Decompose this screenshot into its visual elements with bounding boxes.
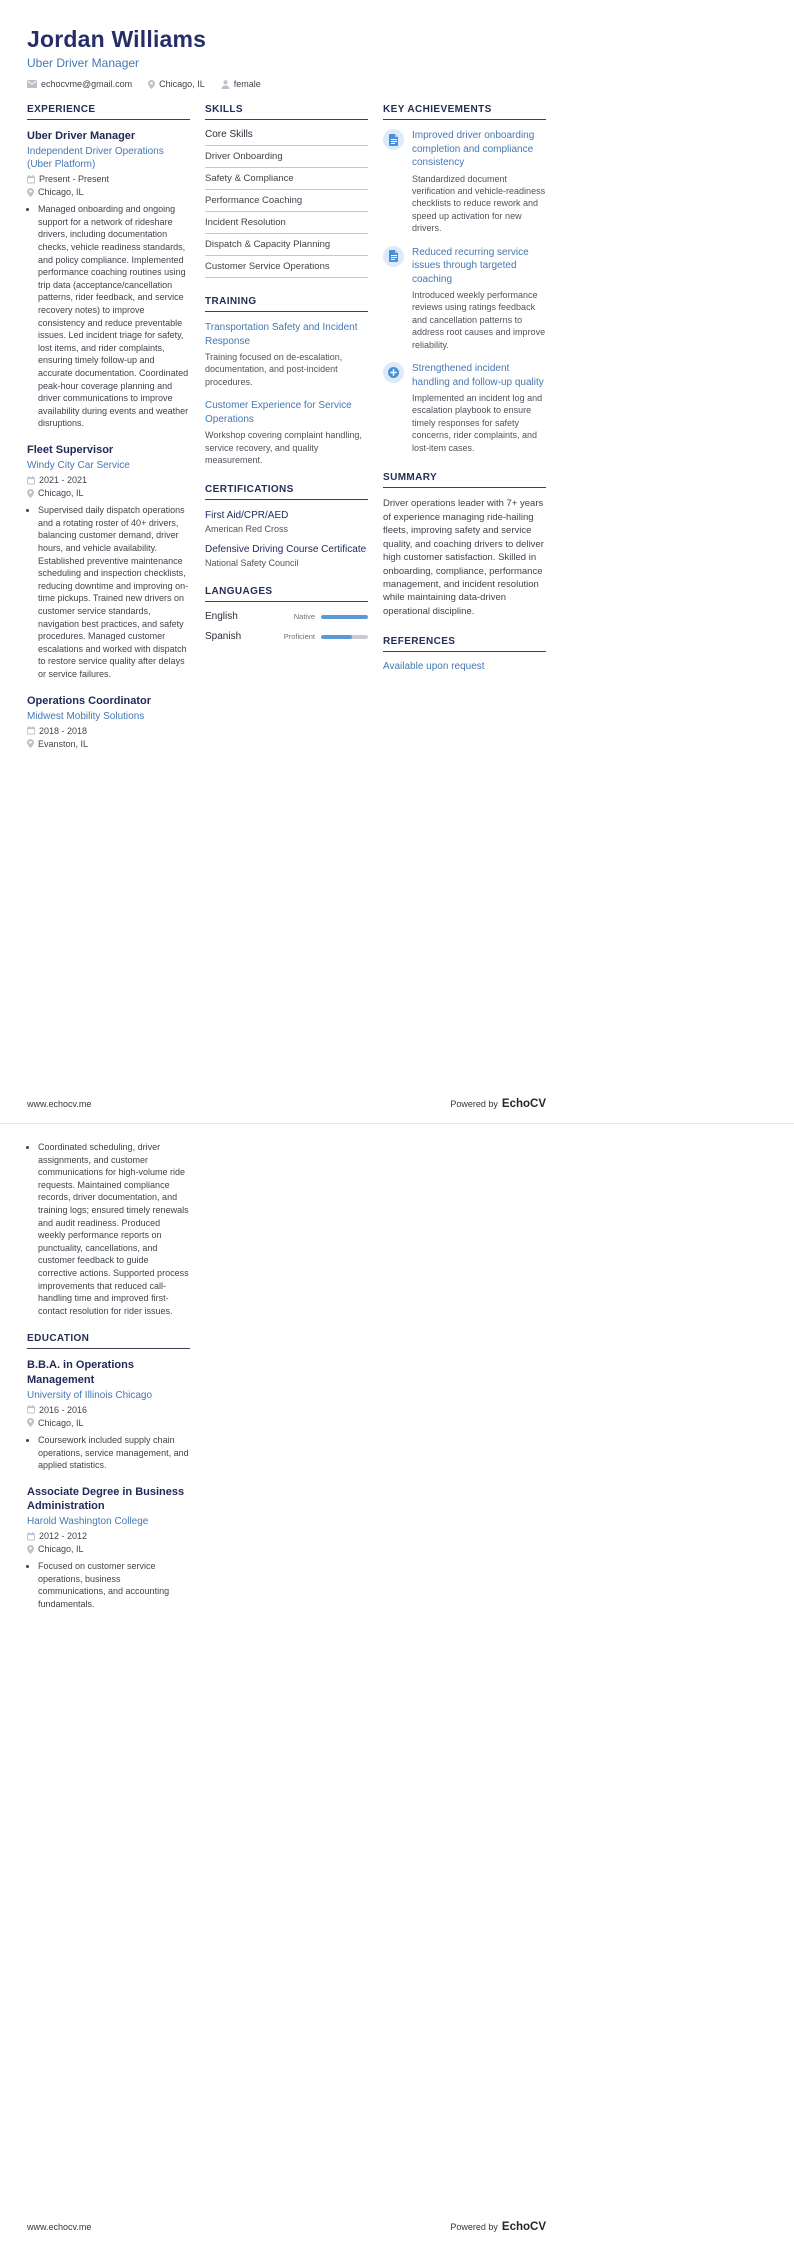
job-bullet: • Coordinated scheduling, driver assignments, and customer communications for high-volume ride requests. Maintained compliance records, driver documentation, and training logs; ensured timely renewals and audit readiness. Produced weekly performance reports on punctuality, cancellations, and customer feedback to guide corrective actions. Supported process improvements that reduced call-handling time and improved first-contact resolution for rider issues. [38,1141,190,1317]
achievement-body [412,246,546,352]
certification-item [205,543,368,568]
training-description: Workshop covering complaint handling, service recovery, and quality measurement. [205,430,362,466]
achievement-title: Reduced recurring service issues through targeted coaching [412,246,529,285]
skill-item: Incident Resolution [205,212,368,234]
job-bullet: • Supervised daily dispatch operations and a rotating roster of 40+ drivers, balancing customer demand, driver hours, and vehicle availability. Established preventive maintenance scheduling and inspection checklists, reducing downtime and improving on-time pickups. Trained new drivers on customer service standards, navigation best practices, and safety procedures. Managed customer escalations and worked with dispatch to restore service quality after delays or service failures. [38,504,190,680]
powered-by [450,1098,546,1110]
powered-by-label: Powered by [450,1099,498,1109]
job-dates: Present - Present [39,174,110,185]
training-title: Transportation Safety and Incident Response [205,322,358,347]
calendar-icon [27,1405,35,1414]
contact-gender-item [221,79,261,89]
columns-page-2 [27,1141,794,1629]
left-column [27,104,190,767]
summary-heading: SUMMARY [383,472,546,488]
references-text: Available upon request [383,661,485,673]
job-dates: 2018 - 2018 [39,725,88,736]
job-location-row [27,488,190,498]
language-row [205,611,368,622]
certification-title: First Aid/CPR/AED [205,510,289,522]
job-bullets-continued [27,1141,190,1317]
experience-section [27,104,190,749]
languages-section [205,586,368,642]
achievement-title: Improved driver onboarding completion and compliance consistency [412,130,535,168]
job-title: Operations Coordinator [27,694,152,707]
education-dates-row [27,1531,190,1541]
education-location: Chicago, IL [38,1417,84,1428]
powered-by-label: Powered by [450,2222,498,2232]
achievement-item [383,246,546,352]
document-icon [383,129,404,150]
key-achievements-section [383,104,546,454]
key-achievements-heading: KEY ACHIEVEMENTS [383,104,546,120]
education-location: Chicago, IL [38,1544,84,1555]
job-bullets [27,504,190,680]
right-column [383,104,546,690]
resume-page-2 [0,1123,794,2246]
language-row [205,631,368,642]
certification-issuer: National Safety Council [205,558,299,569]
summary-section [383,472,546,618]
echocv-brand: EchoCV [501,2221,546,2233]
training-heading: TRAINING [205,296,368,312]
training-item [205,399,368,466]
job-location: Chicago, IL [38,488,84,499]
skill-item: Performance Coaching [205,190,368,212]
page-footer [27,2221,546,2233]
job-dates: 2021 - 2021 [39,475,88,486]
education-entry [27,1485,190,1611]
contact-email-item [27,79,132,89]
person-name: Jordan Williams [27,26,207,52]
contact-location-item [148,79,205,89]
experience-entry [27,694,190,749]
calendar-icon [27,1532,35,1541]
language-proficiency-fill [321,635,352,639]
degree-title: Associate Degree in Business Administration [27,1485,185,1512]
job-location: Chicago, IL [38,187,84,198]
job-bullets [27,203,190,430]
job-company: Windy City Car Service [27,460,130,472]
education-location-row [27,1544,190,1554]
achievement-description: Implemented an incident log and escalation playbook to ensure timely responses for safety concerns, rider complaints, and lost-item cases. [412,393,543,453]
language-proficiency-bar [321,615,368,619]
footer-site-link[interactable]: www.echocv.me [27,1099,92,1109]
education-bullet: • Coursework included supply chain operations, service management, and applied statistics. [38,1434,190,1472]
location-pin-icon [27,739,34,748]
certifications-section [205,484,368,568]
achievement-description: Standardized document verification and vehicle-readiness checklists to reduce rework and speed up activation for new drivers. [412,173,546,234]
contact-location: Chicago, IL [159,79,205,89]
location-pin-icon [27,489,34,498]
contact-row [27,79,794,89]
plus-circle-icon [383,362,404,383]
job-dates-row [27,726,190,736]
job-location-row [27,739,190,749]
contact-email: echocvme@gmail.com [41,79,133,89]
degree-title: B.B.A. in Operations Management [27,1359,134,1386]
certification-item [205,509,368,534]
experience-heading: EXPERIENCE [27,104,190,120]
certification-issuer: American Red Cross [205,524,289,535]
calendar-icon [27,476,35,485]
education-dates-row [27,1405,190,1415]
achievement-body [412,129,546,235]
education-entry [27,1358,190,1471]
job-dates-row [27,475,190,485]
school-name: Harold Washington College [27,1516,149,1528]
location-pin-icon [148,80,155,89]
skills-heading: SKILLS [205,104,368,120]
achievement-title: Strengthened incident handling and follow-up quality [412,363,544,388]
job-company: Independent Driver Operations (Uber Platform) [27,146,164,171]
contact-gender: female [233,79,261,89]
language-level-group [294,612,368,621]
references-heading: REFERENCES [383,636,546,652]
calendar-icon [27,175,35,184]
language-level-label: Native [293,612,315,622]
job-title: Uber Driver Manager [27,130,136,142]
education-heading: EDUCATION [27,1333,190,1349]
education-dates: 2016 - 2016 [39,1404,88,1415]
echocv-brand: EchoCV [501,1098,546,1110]
job-location: Evanston, IL [38,738,89,749]
summary-text: Driver operations leader with 7+ years of experience managing ride-hailing fleets, improving safety and service quality, and coaching drivers to deliver high customer satisfaction. Skilled in onboarding, compliance, performance management, and incident resolution while maintaining data-driven operational discipline. [383,498,544,617]
skill-item: Safety & Compliance [205,168,368,190]
certifications-heading: CERTIFICATIONS [205,484,368,500]
achievement-item [383,362,546,454]
training-description: Training focused on de-escalation, documentation, and post-incident procedures. [205,352,343,387]
middle-column [205,104,368,660]
education-bullets [27,1434,190,1472]
location-pin-icon [27,1418,34,1427]
skill-item: Dispatch & Capacity Planning [205,234,368,256]
powered-by [450,2221,546,2233]
education-section [27,1333,190,1610]
skill-group-title: Core Skills [205,129,368,146]
training-title: Customer Experience for Service Operations [205,400,352,425]
references-section [383,636,546,672]
skill-item: Customer Service Operations [205,256,368,278]
resume-header [27,26,794,89]
achievement-description: Introduced weekly performance reviews using ratings feedback and cancellation patterns to address root causes and improve reliability. [412,290,546,350]
job-location-row [27,187,190,197]
columns-page-1 [27,104,794,767]
school-name: University of Illinois Chicago [27,1389,153,1401]
education-bullet: • Focused on customer service operations, business communications, and accounting fundamentals. [38,1560,190,1610]
experience-entry [27,129,190,430]
education-dates: 2012 - 2012 [39,1531,88,1542]
language-level-group [284,632,368,641]
language-proficiency-bar [321,635,368,639]
skill-item: Driver Onboarding [205,146,368,168]
training-item [205,321,368,388]
person-title: Uber Driver Manager [27,56,140,70]
achievement-body [412,362,546,454]
languages-heading: LANGUAGES [205,586,368,602]
page-footer [27,1098,546,1110]
job-company: Midwest Mobility Solutions [27,710,145,722]
training-section [205,296,368,466]
left-column [27,1141,190,1629]
job-dates-row [27,174,190,184]
document-icon [383,246,404,267]
location-pin-icon [27,188,34,197]
language-name: English [205,611,238,623]
email-icon [27,80,37,88]
footer-site-link[interactable]: www.echocv.me [27,2222,92,2232]
certification-title: Defensive Driving Course Certificate [205,544,367,556]
language-proficiency-fill [321,615,368,619]
education-location-row [27,1418,190,1428]
education-bullets [27,1560,190,1610]
job-title: Fleet Supervisor [27,443,114,456]
job-bullet: • Managed onboarding and ongoing support for a network of rideshare drivers, including documentation checks, vehicle readiness standards, and policy compliance. Implemented performance coaching routines using trip data (acceptance/cancellation patterns, rider feedback, and service recovery notes) to improve consistency and reduce preventable issues. Led incident triage for safety, lost items, and rider complaints, ensuring timely follow-up and accurate documentation. Coordinated peak-hour coverage planning and driver communications to improve availability during events and weather disruptions. [38,203,190,430]
calendar-icon [27,726,35,735]
achievement-item [383,129,546,235]
experience-entry [27,443,190,681]
language-name: Spanish [205,631,242,643]
person-icon [221,80,230,89]
skills-section [205,104,368,278]
language-level-label: Proficient [283,632,315,642]
location-pin-icon [27,1545,34,1554]
